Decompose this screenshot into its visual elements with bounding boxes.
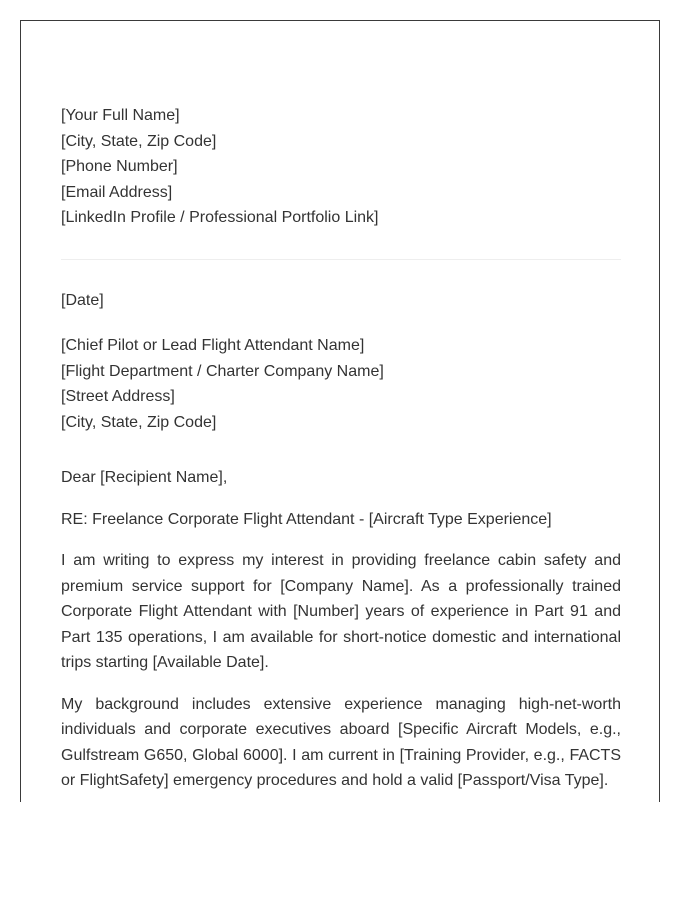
body-paragraph: I am writing to express my interest in providing freelance cabin safety and premium service support for [Company Name]. As a professionally trained Corporate Flight Attendant with [Number] years of experience in Part 91 and Part 135 operations, I am available for short-notice domestic and international trips starting [Available Date]. bbox=[61, 552, 621, 671]
salutation: Dear [Recipient Name], bbox=[61, 469, 228, 486]
sender-city-state-zip: [City, State, Zip Code] bbox=[61, 132, 217, 150]
sender-phone: [Phone Number] bbox=[61, 158, 178, 175]
sender-linkedin: [LinkedIn Profile / Professional Portfolio Link] bbox=[61, 209, 379, 226]
sender-name: [Your Full Name] bbox=[61, 107, 180, 124]
recipient-block bbox=[61, 333, 621, 435]
recipient-street: [Street Address] bbox=[61, 388, 175, 405]
letter-page bbox=[20, 20, 660, 802]
subject-line: RE: Freelance Corporate Flight Attendant - [Aircraft Type Experience] bbox=[61, 510, 552, 528]
letter-content bbox=[61, 103, 621, 802]
recipient-name: [Chief Pilot or Lead Flight Attendant Name] bbox=[61, 337, 365, 354]
letter-date: [Date] bbox=[61, 291, 104, 309]
recipient-city-state-zip: [City, State, Zip Code] bbox=[61, 413, 217, 431]
sender-email: [Email Address] bbox=[61, 183, 173, 201]
sender-block bbox=[61, 103, 621, 231]
divider bbox=[61, 259, 621, 260]
recipient-company: [Flight Department / Charter Company Name] bbox=[61, 362, 384, 380]
body-paragraph: My background includes extensive experience managing high-net-worth individuals and corporate executives aboard [Specific Aircraft Models, e.g., Gulfstream G650, Global 6000]. I am current in [Training Provider, e.g., FACTS or FlightSafety] emergency procedures and hold a valid [Passport/Visa Type]. bbox=[61, 695, 621, 789]
